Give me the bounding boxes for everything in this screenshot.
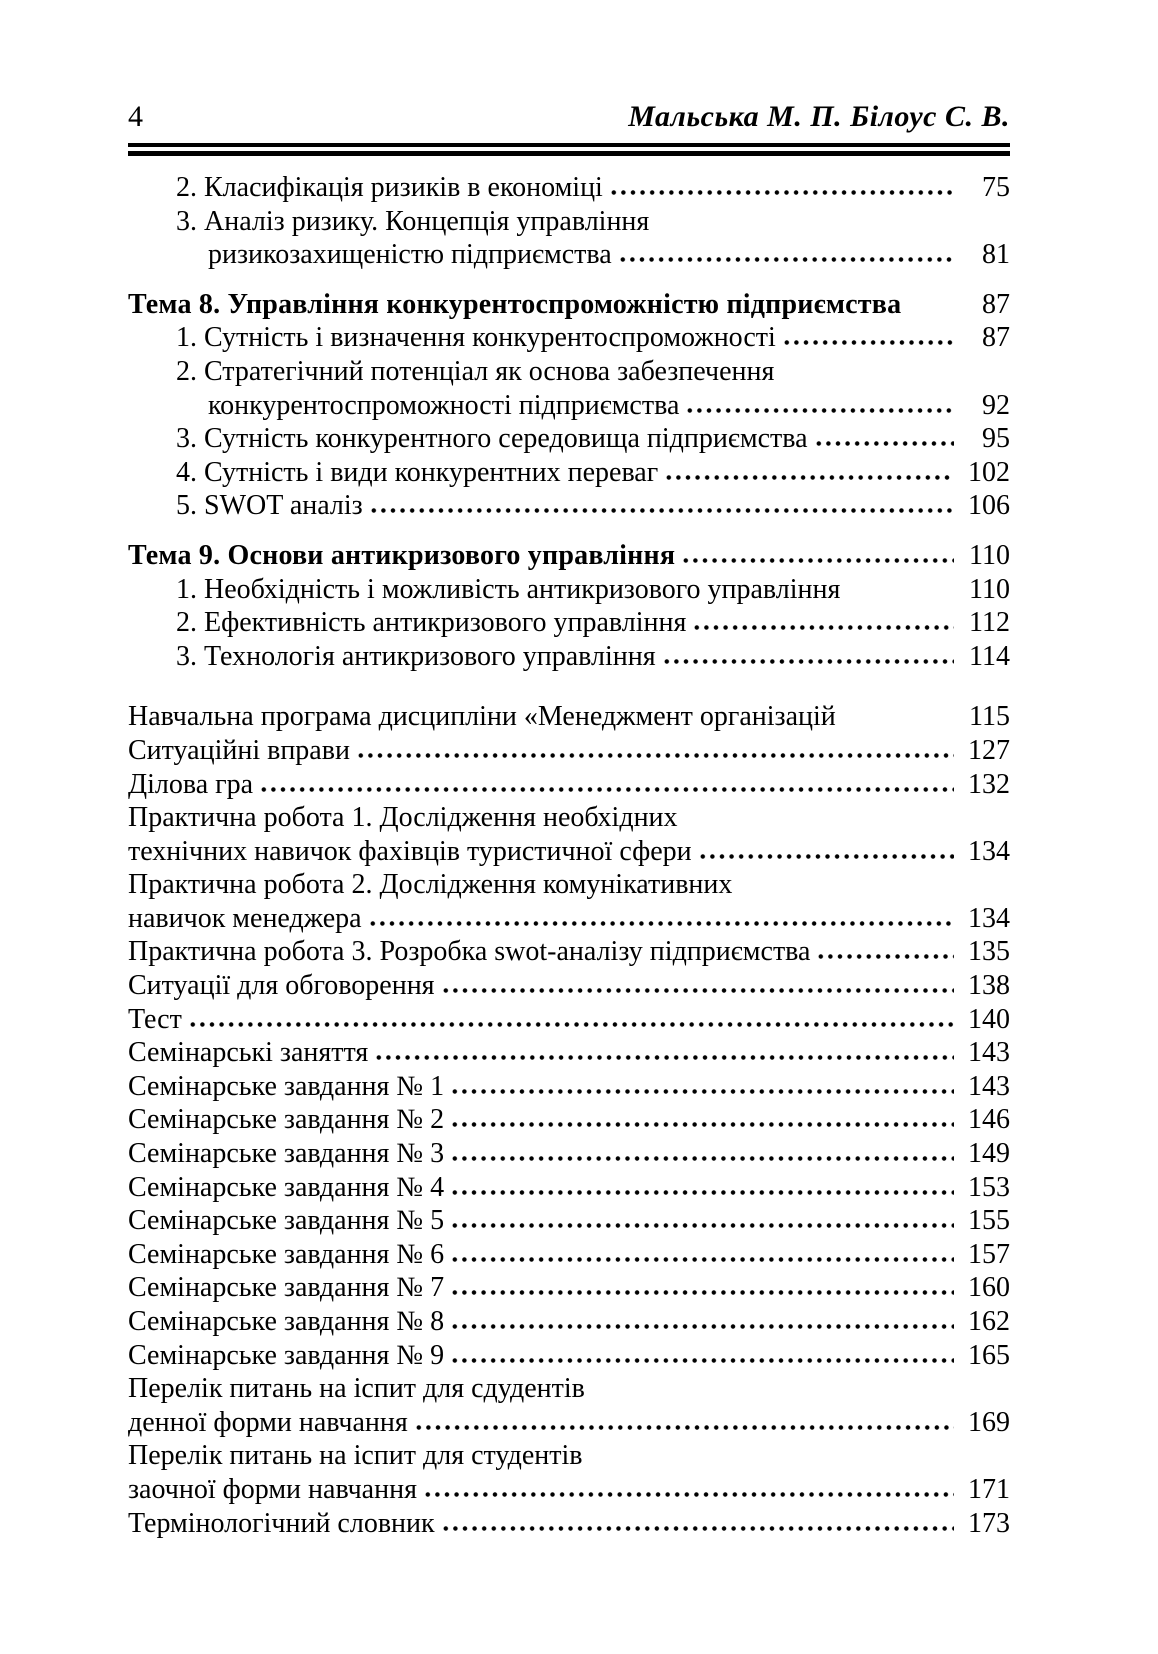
toc-entry (128, 1238, 1010, 1272)
toc-entry (128, 171, 1010, 205)
dot-leader (450, 1222, 954, 1229)
toc-entry-label: Семінарське завдання № 6 (128, 1238, 445, 1270)
dot-leader (664, 474, 954, 481)
toc-entry-page: 115 (969, 701, 1010, 733)
toc-entry (128, 768, 1010, 802)
toc-entry (128, 389, 1010, 423)
toc-entry-page: 75 (982, 172, 1010, 203)
toc-entry (128, 801, 1010, 835)
toc-entry-label: 4. Сутність і види конкурентних переваг (176, 456, 659, 488)
toc-entry-label: Навчальна програма дисципліни «Менеджмент організацій (128, 701, 836, 733)
toc-entry (128, 422, 1010, 456)
toc-entry (128, 321, 1010, 355)
toc-entry-page: 140 (968, 1003, 1010, 1035)
toc-entry-page: 157 (968, 1238, 1010, 1270)
toc-entry (128, 1473, 1010, 1507)
running-header-authors: Мальська М. П. Білоус С. В. (628, 100, 1010, 133)
toc-entry-page: 169 (968, 1406, 1010, 1438)
toc-entry-label: Семінарське завдання № 5 (128, 1205, 445, 1237)
toc-entry (128, 868, 1010, 902)
toc-entry (128, 1406, 1010, 1440)
toc-entry-page: 114 (969, 640, 1010, 672)
dot-leader (450, 1323, 954, 1330)
toc-entry (128, 205, 1010, 239)
toc-entry-label: Семінарське завдання № 3 (128, 1138, 445, 1170)
toc-entry-page: 149 (968, 1138, 1010, 1170)
toc-entry-label: Семінарське завдання № 4 (128, 1171, 445, 1203)
toc-entry-label: 1. Сутність і визначення конкурентоспроможності (176, 322, 776, 354)
toc-entry-page: 92 (982, 389, 1010, 421)
toc-section-gap (128, 673, 1010, 700)
dot-leader (414, 1424, 954, 1431)
toc-section-gap (128, 523, 1010, 539)
toc-entry (128, 1305, 1010, 1339)
dot-leader (441, 1525, 954, 1532)
toc-entry-label: 2. Класифікація ризиків в економіці (176, 172, 603, 203)
toc-entry (128, 1372, 1010, 1406)
toc-entry-label: Семінарське завдання № 1 (128, 1070, 445, 1102)
dot-leader (374, 1054, 954, 1061)
running-header (128, 100, 1010, 134)
toc-entry-label: технічних навичок фахівців туристичної сфери (128, 835, 692, 867)
toc-entry (128, 1171, 1010, 1205)
toc-entry (128, 935, 1010, 969)
toc-entry-label: Тема 9. Основи антикризового управління (128, 539, 676, 571)
toc-entry-page: 153 (968, 1171, 1010, 1203)
dot-leader (441, 987, 954, 994)
toc-entry-label: Семінарське завдання № 7 (128, 1272, 445, 1304)
dot-leader (609, 189, 954, 196)
toc-entry-page: 81 (982, 239, 1010, 271)
toc-entry (128, 1137, 1010, 1171)
toc-entry-page: 106 (968, 490, 1010, 522)
toc-entry-label: 2. Ефективність антикризового управління (176, 607, 687, 639)
toc-entry (128, 573, 1010, 607)
toc-entry-page: 110 (969, 539, 1010, 571)
toc-entry (128, 539, 1010, 573)
toc-entry-page: 143 (968, 1037, 1010, 1069)
dot-leader (423, 1491, 954, 1498)
toc-entry (128, 835, 1010, 869)
toc-entry (128, 1271, 1010, 1305)
toc-entry (128, 1204, 1010, 1238)
toc-entry-label: Семінарське завдання № 2 (128, 1104, 445, 1136)
toc-entry (128, 606, 1010, 640)
toc-entry-page: 87 (982, 322, 1010, 354)
dot-leader (698, 853, 954, 860)
dot-leader (816, 953, 954, 960)
toc-entry (128, 700, 1010, 734)
dot-leader (685, 407, 954, 414)
toc-entry-label: 3. Сутність конкурентного середовища підприємства (176, 423, 808, 455)
toc-entry-page: 134 (968, 902, 1010, 934)
toc-entry-label: навичок менеджера (128, 902, 362, 934)
toc-entry-page: 173 (968, 1507, 1010, 1539)
dot-leader (692, 624, 954, 631)
toc-entry-label: Ситуаційні вправи (128, 734, 350, 766)
toc-entry (128, 1439, 1010, 1473)
toc-entry (128, 1507, 1010, 1541)
toc-entry-page: 110 (969, 573, 1010, 605)
dot-leader (450, 1088, 954, 1095)
dot-leader (450, 1189, 954, 1196)
toc-entry (128, 238, 1010, 272)
toc-entry-label: Термінологічний словник (128, 1507, 435, 1539)
dot-leader (368, 920, 954, 927)
dot-leader (662, 658, 954, 665)
toc-entry-label: Практична робота 3. Розробка swot-аналізу підприємства (128, 936, 811, 968)
toc-entry-label: 3. Технологія антикризового управління (176, 640, 656, 672)
toc-entry-page: 165 (968, 1339, 1010, 1371)
toc-entry (128, 1103, 1010, 1137)
toc-entry-label: Семінарське завдання № 8 (128, 1306, 445, 1337)
toc-entry-page: 138 (968, 970, 1010, 1002)
toc-entry-label: Ситуації для обговорення (128, 970, 435, 1002)
toc-entry-page: 143 (968, 1070, 1010, 1102)
toc-entry-page: 171 (968, 1473, 1010, 1505)
toc-entry-label: Тема 8. Управління конкурентоспроможністю підприємства (128, 288, 902, 320)
toc-entry (128, 456, 1010, 490)
table-of-contents (128, 171, 1010, 1540)
toc-entry-page: 112 (969, 607, 1010, 639)
toc-entry-label: Ділова гра (128, 768, 254, 800)
toc-entry-page: 155 (968, 1205, 1010, 1237)
dot-leader (450, 1155, 954, 1162)
dot-leader (814, 440, 954, 447)
toc-entry (128, 1339, 1010, 1373)
toc-entry-label: Перелік питань на іспит для студентів (128, 1440, 583, 1472)
toc-entry-label: 2. Стратегічний потенціал як основа забезпечення (176, 355, 775, 387)
dot-leader (618, 256, 954, 263)
header-double-rule (128, 143, 1010, 156)
toc-entry-page: 162 (968, 1306, 1010, 1337)
toc-section-gap (128, 272, 1010, 288)
dot-leader (450, 1289, 954, 1296)
toc-entry-label: Семінарське завдання № 9 (128, 1339, 445, 1371)
toc-entry (128, 640, 1010, 674)
toc-entry (128, 355, 1010, 389)
toc-entry-label: 3. Аналіз ризику. Концепція управління (176, 205, 650, 237)
dot-leader (259, 786, 954, 793)
toc-entry (128, 969, 1010, 1003)
toc-entry-label: Практична робота 2. Дослідження комунікативних (128, 869, 733, 901)
toc-entry (128, 1036, 1010, 1070)
toc-entry-page: 134 (968, 835, 1010, 867)
toc-entry-label: Практична робота 1. Дослідження необхідних (128, 802, 678, 834)
dot-leader (356, 752, 954, 759)
toc-entry (128, 734, 1010, 768)
toc-entry-page: 146 (968, 1104, 1010, 1136)
dot-leader (369, 507, 954, 514)
toc-entry (128, 288, 1010, 322)
dot-leader (450, 1256, 954, 1263)
toc-entry-page: 132 (968, 768, 1010, 800)
page-number: 4 (128, 100, 143, 133)
toc-entry-label: 1. Необхідність і можливість антикризового управління (176, 573, 841, 605)
dot-leader (450, 1357, 954, 1364)
dot-leader (450, 1121, 954, 1128)
toc-entry (128, 1003, 1010, 1037)
toc-entry-label: 5. SWOT аналіз (176, 490, 363, 522)
toc-entry (128, 902, 1010, 936)
toc-entry (128, 489, 1010, 523)
toc-entry-page: 102 (968, 456, 1010, 488)
toc-entry-page: 135 (968, 936, 1010, 968)
toc-entry-label: Перелік питань на іспит для сдудентів (128, 1373, 585, 1405)
toc-entry-label: ризикозахищеністю підприємства (208, 239, 612, 271)
dot-leader (681, 557, 954, 564)
toc-entry-page: 95 (982, 423, 1010, 455)
toc-entry (128, 1070, 1010, 1104)
toc-entry-label: заочної форми навчання (128, 1473, 417, 1505)
toc-entry-label: денної форми навчання (128, 1406, 408, 1438)
toc-entry-page: 127 (968, 734, 1010, 766)
toc-entry-label: Семінарські заняття (128, 1037, 369, 1069)
toc-entry-page: 160 (968, 1272, 1010, 1304)
toc-entry-label: Тест (128, 1003, 182, 1035)
toc-entry-label: конкурентоспроможності підприємства (208, 389, 680, 421)
dot-leader (782, 339, 954, 346)
toc-entry-page: 87 (982, 288, 1010, 320)
dot-leader (188, 1021, 954, 1028)
